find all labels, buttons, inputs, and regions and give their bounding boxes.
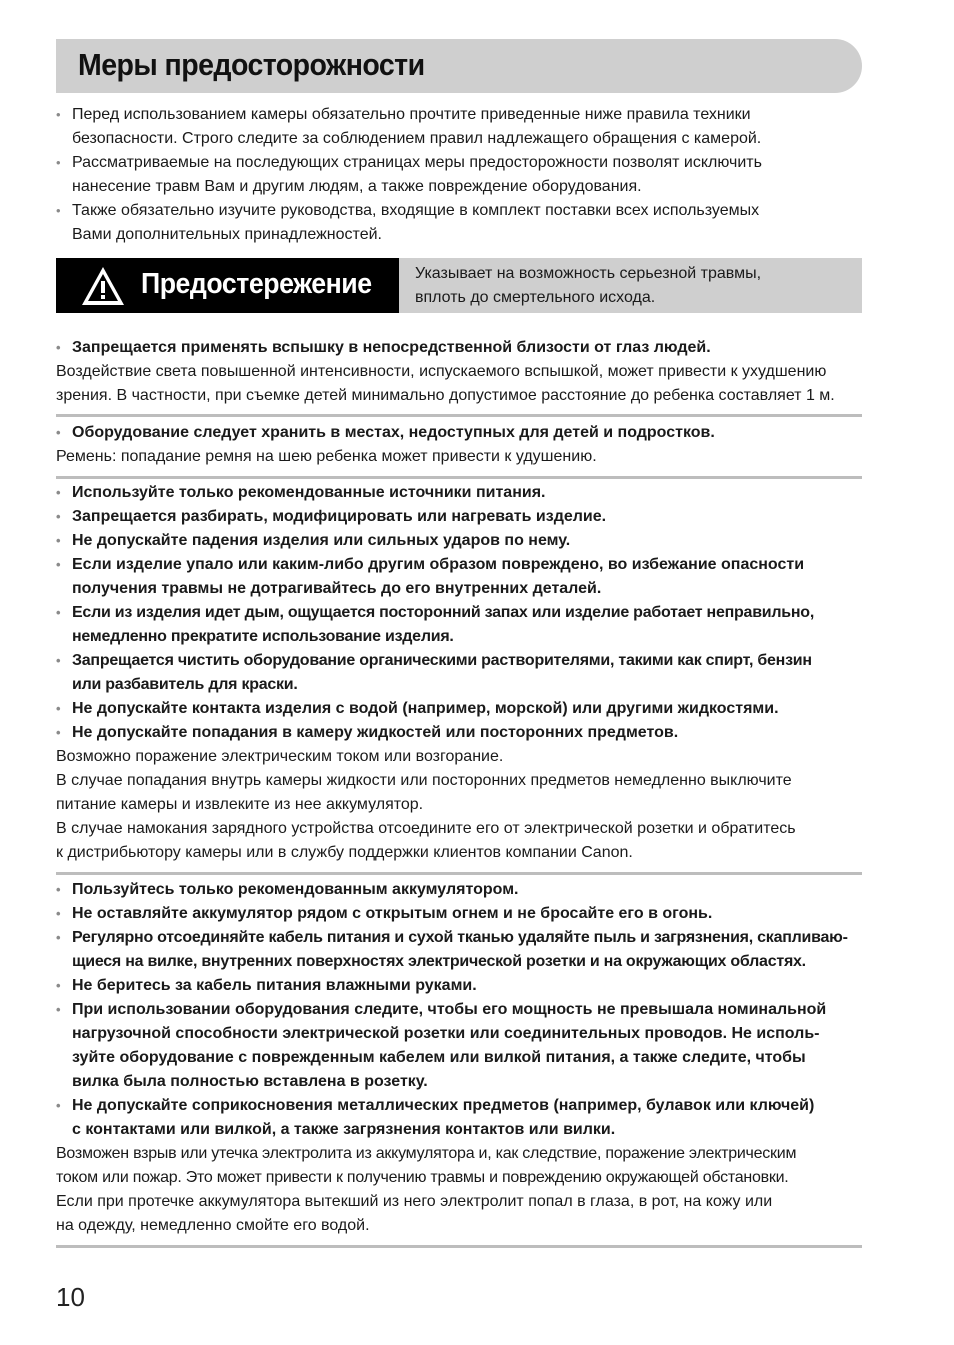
page-number: 10 bbox=[56, 1282, 85, 1312]
intro-item: • Также обязательно изучите руководства, входящие в комплект поставки всех используемых Вами дополнительных принадлежностей. bbox=[56, 199, 856, 247]
body-text: зрения. В частности, при съемке детей минимально допустимое расстояние до ребенка составляет 1 м. bbox=[56, 387, 835, 404]
warning-label-box bbox=[56, 258, 399, 313]
intro-item: • Перед использованием камеры обязательно прочтите приведенные ниже правила техники безопасности. Строго следите за соблюдением правил надлежащего обращения с камерой. bbox=[56, 103, 856, 151]
bold-item: • Не беритесь за кабель питания влажными руками. bbox=[56, 974, 862, 998]
bold-item: • Не допускайте падения изделия или сильных ударов по нему. bbox=[56, 529, 862, 553]
bold-item: • При использовании оборудования следите, чтобы его мощность не превышала номинальной нагрузочной способности электрической розетки или соединительных проводов. Не исполь- зуйте оборудование с поврежденным кабелем или вилкой питания, а также следите, чтобы вилка была полностью вставлена в розетку. bbox=[56, 998, 862, 1094]
divider bbox=[56, 872, 862, 875]
bold-item: • Если из изделия идет дым, ощущается посторонний запах или изделие работает неправильно, немедленно прекратите использование изделия. bbox=[56, 601, 862, 649]
bold-item: • Если изделие упало или каким-либо другим образом повреждено, во избежание опасности получения травмы не дотрагивайтесь до его внутренних деталей. bbox=[56, 553, 862, 601]
section-battery bbox=[56, 878, 862, 1238]
warning-description: Указывает на возможность серьезной травмы, вплоть до смертельного исхода. bbox=[415, 265, 762, 306]
bold-item: • Оборудование следует хранить в местах, недоступных для детей и подростков. bbox=[56, 421, 862, 445]
divider bbox=[56, 1245, 862, 1248]
body-text: Воздействие света повышенной интенсивности, испускаемого вспышкой, может привести к ухудшению bbox=[56, 363, 827, 380]
warning-label: Предостережение bbox=[141, 268, 372, 300]
body-text: на одежду, немедленно смойте его водой. bbox=[56, 1217, 370, 1234]
page-title-bar bbox=[56, 39, 862, 93]
bold-item: • Используйте только рекомендованные источники питания. bbox=[56, 481, 862, 505]
section-power bbox=[56, 481, 862, 865]
warning-triangle-icon bbox=[80, 265, 126, 307]
body-text: к дистрибьютору камеры или в службу поддержки клиентов компании Canon. bbox=[56, 844, 633, 861]
body-text: Если при протечке аккумулятора вытекший из него электролит попал в глаза, в рот, на кожу или bbox=[56, 1193, 773, 1210]
bold-item: • Запрещается применять вспышку в непосредственной близости от глаз людей. bbox=[56, 336, 862, 360]
divider bbox=[56, 476, 862, 479]
intro-item: • Рассматриваемые на последующих страницах меры предосторожности позволят исключить нанесение травм Вам и другим людям, а также повреждение оборудования. bbox=[56, 151, 856, 199]
body-text: Ремень: попадание ремня на шею ребенка может привести к удушению. bbox=[56, 448, 597, 465]
section-flash bbox=[56, 336, 862, 408]
bold-item: • Пользуйтесь только рекомендованным аккумулятором. bbox=[56, 878, 862, 902]
body-text: Возможно поражение электрическим током или возгорание. bbox=[56, 748, 504, 765]
divider bbox=[56, 414, 862, 417]
bold-item: • Не допускайте соприкосновения металлических предметов (например, булавок или ключей) с контактами или вилкой, а также загрязнения контактов или вилки. bbox=[56, 1094, 862, 1142]
body-text: Возможен взрыв или утечка электролита из аккумулятора и, как следствие, поражение электрическим bbox=[56, 1145, 797, 1162]
bold-item: • Запрещается чистить оборудование органическими растворителями, такими как спирт, бензин или разбавитель для краски. bbox=[56, 649, 862, 697]
warning-banner bbox=[56, 258, 862, 313]
bold-item: • Не допускайте попадания в камеру жидкостей или посторонних предметов. bbox=[56, 721, 862, 745]
body-text: питание камеры и извлеките из нее аккумулятор. bbox=[56, 796, 424, 813]
bold-item: • Запрещается разбирать, модифицировать или нагревать изделие. bbox=[56, 505, 862, 529]
bold-item: • Регулярно отсоединяйте кабель питания и сухой тканью удаляйте пыль и загрязнения, скапливаю- щиеся на вилке, внутренних поверхностях электрической розетки и на окружающих областях. bbox=[56, 926, 862, 974]
bold-item: • Не оставляйте аккумулятор рядом с открытым огнем и не бросайте его в огонь. bbox=[56, 902, 862, 926]
section-children bbox=[56, 421, 862, 469]
page-title: Меры предосторожности bbox=[78, 47, 425, 82]
body-text: током или пожар. Это может привести к получению травмы и повреждению окружающей обстановки. bbox=[56, 1169, 789, 1186]
body-text: В случае попадания внутрь камеры жидкости или посторонних предметов немедленно выключите bbox=[56, 772, 792, 789]
bold-item: • Не допускайте контакта изделия с водой (например, морской) или другими жидкостями. bbox=[56, 697, 862, 721]
body-text: В случае намокания зарядного устройства отсоедините его от электрической розетки и обратитесь bbox=[56, 820, 796, 837]
intro-list bbox=[56, 103, 856, 247]
